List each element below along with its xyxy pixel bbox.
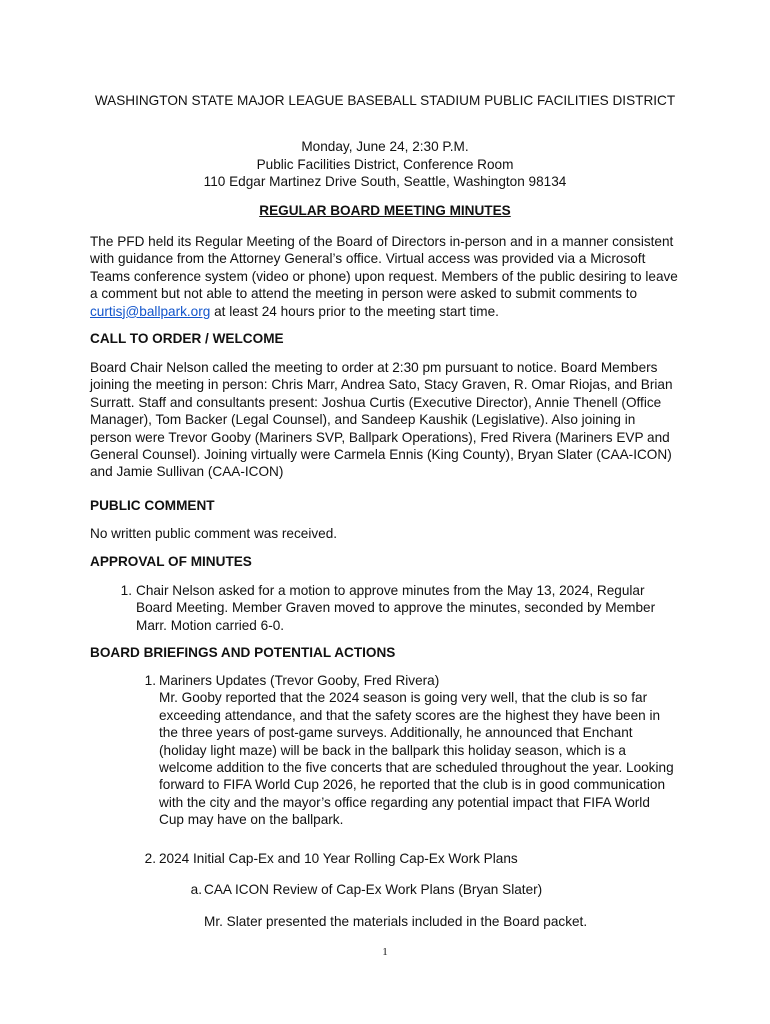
meeting-date: Monday, June 24, 2:30 P.M. [301, 139, 469, 154]
intro-text: The PFD held its Regular Meeting of the Board of Directors in-person and in a manner consistent with guidance from the Attorney General’s office. Virtual access was provided via a Microsoft Teams conference system (video or phone) upon request. Members of the public desiring to leave a comment but not able to attend the meeting in person were asked to submit comments to [90, 234, 678, 302]
briefing-item-text: Mr. Gooby reported that the 2024 season is going very well, that the club is so far exceeding attendance, and that the safety scores are the highest they have been in the three years of post-game surveys. Additionally, he announced that Enchant (holiday light maze) will be back in the ballpark this holiday season, which is a welcome addition to the five concerts that are scheduled throughout the year. Looking forward to FIFA World Cup 2026, he reported that the club is in good communication with the city and the mayor’s office regarding any potential impact that FIFA World Cup may have on the ballpark. [159, 690, 674, 828]
list-item [110, 582, 670, 634]
sub-item-title: CAA ICON Review of Cap-Ex Work Plans (Bryan Slater) [204, 882, 543, 897]
list-item [180, 881, 680, 898]
approval-heading: APPROVAL OF MINUTES [90, 554, 252, 569]
intro-text-end: at least 24 hours prior to the meeting start time. [214, 303, 499, 319]
approval-item-text: Chair Nelson asked for a motion to approve minutes from the May 13, 2024, Regular Board Meeting. Member Graven moved to approve the minutes, seconded by Member Marr. Motion carried 6-0. [136, 583, 656, 633]
meeting-info [90, 138, 680, 191]
email-link[interactable]: curtisj@ballpark.org [90, 303, 211, 319]
public-comment-heading: PUBLIC COMMENT [90, 498, 215, 513]
list-item [134, 672, 674, 829]
intro-paragraph [90, 233, 680, 320]
list-number: 1. [120, 583, 132, 598]
briefing-item-title: Mariners Updates (Trevor Gooby, Fred Rivera) [159, 673, 440, 688]
call-to-order-text: Board Chair Nelson called the meeting to order at 2:30 pm pursuant to notice. Board Members joining the meeting in person: Chris Marr, Andrea Sato, Stacy Graven, R. Omar Riojas, and Brian Surratt. Staff and consultants present: Joshua Curtis (Executive Director), Annie Thenell (Office Manager), Tom Backer (Legal Counsel), and Sandeep Kaushik (Legislative). Also joining in person were Trevor Gooby (Mariners SVP, Ballpark Operations), Fred Rivera (Mariners EVP and General Counsel). Joining virtually were Carmela Ennis (King County), Bryan Slater (CAA-ICON) and Jamie Sullivan (CAA-ICON) [90, 360, 673, 480]
meeting-address: 110 Edgar Martinez Drive South, Seattle, Washington 98134 [203, 174, 567, 189]
public-comment-text: No written public comment was received. [90, 526, 338, 541]
call-to-order-heading: CALL TO ORDER / WELCOME [90, 331, 284, 346]
list-item [134, 850, 674, 867]
page-number: 1 [382, 946, 388, 958]
list-number: 1. [144, 673, 156, 688]
document-title: WASHINGTON STATE MAJOR LEAGUE BASEBALL STADIUM PUBLIC FACILITIES DISTRICT [94, 93, 676, 108]
list-number: 2. [144, 851, 156, 866]
briefings-heading: BOARD BRIEFINGS AND POTENTIAL ACTIONS [90, 645, 396, 660]
minutes-heading: REGULAR BOARD MEETING MINUTES [259, 203, 511, 218]
list-letter: a. [190, 882, 202, 897]
meeting-location: Public Facilities District, Conference Room [256, 156, 514, 172]
sub-item-text: Mr. Slater presented the materials included in the Board packet. [204, 914, 588, 929]
briefing-item-title: 2024 Initial Cap-Ex and 10 Year Rolling Cap-Ex Work Plans [159, 851, 518, 866]
